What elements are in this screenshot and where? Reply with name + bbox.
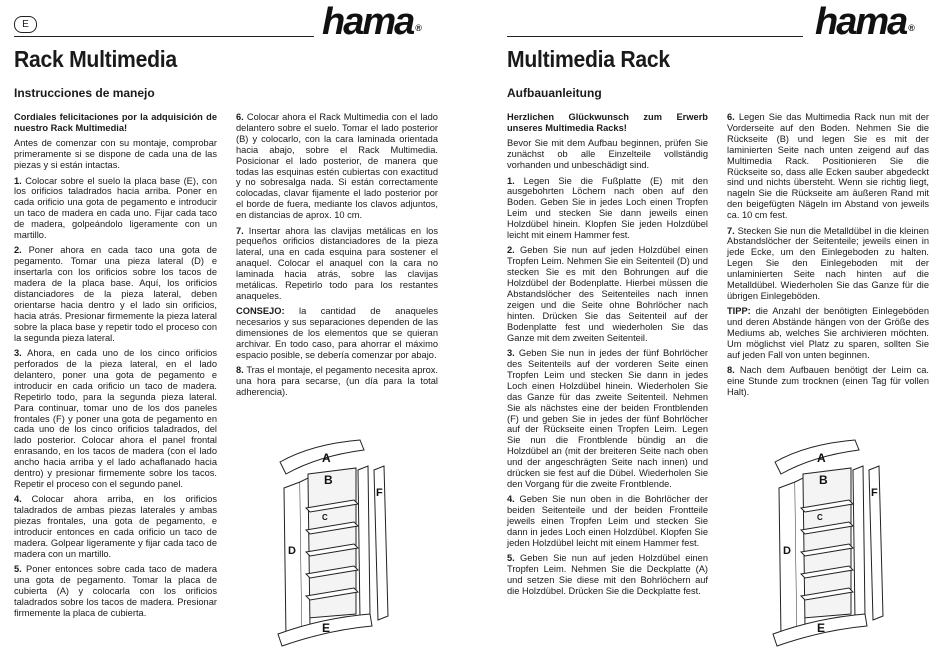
tip-label: TIPP:	[727, 306, 751, 317]
step-text: Colocar ahora arriba, en los orificios taladrados de ambas piezas laterales y ambas piezas frontales, una gota de pegamento, e introducir entonces en cada orificio un taco de madera. Golpear ligeramente y fijar cada taco de madera con un martillo.	[14, 494, 217, 559]
step-7	[236, 226, 438, 302]
step-text: Poner ahora en cada taco una gota de pegamento. Tomar una pieza lateral (D) e insertarla con los orificios sobre los tacos de madera de la placa base. Aquí, los orificios distanciadores de la pieza lateral, deben orientarse hacia dentro y el lado sin orificios, hacia atrás. Presionar firmemente la pieza lateral sobre la placa base y repetir todo el proceso con la segunda pieza lateral.	[14, 245, 217, 343]
header-rule	[507, 36, 803, 37]
spanish-column-2	[236, 112, 438, 403]
step-6	[727, 112, 929, 221]
paragraph: Antes de comenzar con su montaje, comprobar primeramente si se dispone de cada una de las piezas y si están intactas.	[14, 138, 217, 171]
logo-text: hama	[815, 1, 907, 43]
step-number: 8.	[236, 365, 244, 376]
tip-text: die Anzahl der benötigten Einlegeböden und deren Abstände hängen von der Größe des Mediums ab, welches Sie archivieren möchten. Um möglichst viel Platz zu sparen, sollten Sie auf jeden Fall von unten beginnen.	[727, 306, 929, 361]
step-text: Legen Sie die Fußplatte (E) mit den ausgebohrten Löchern nach oben auf den Boden. Geben Sie in jedes Loch einen Tropfen Leim und stecken Sie dann jeweils einen Holzdübel hinein. Klopfen Sie jeden Holzdübel leicht mit einem Hammer fest.	[507, 175, 708, 241]
step-3	[507, 348, 708, 490]
step-1	[507, 176, 708, 241]
side-panel-d	[284, 482, 302, 638]
label-a: A	[817, 451, 826, 465]
step-number: 3.	[507, 348, 515, 359]
page-title: Rack Multimedia	[14, 46, 177, 72]
label-d: D	[783, 545, 791, 557]
step-1	[14, 176, 217, 241]
label-c: C	[322, 513, 328, 522]
step-text: Insertar ahora las clavijas metálicas en los pequeños orificios distanciadores de la pieza lateral, una en cada esquina para sostener el anaquel. Colocar el anaquel con la cara no laminada hacia atrás, sobre las clavijas metálicas. Repetirlo todo para los restantes anaqueles.	[236, 225, 438, 301]
step-number: 2.	[14, 245, 22, 256]
step-3	[14, 348, 217, 490]
step-text: Legen Sie das Multimedia Rack nun mit der Vorderseite auf den Boden. Nehmen Sie die Rückseite (B) und legen Sie es mit der laminierten Seite nach unten zeigend auf das Multimedia Rack. Positionieren Sie die Rückseite so, dass alle Ecken sauber abgedeckt sind und nichts übersteht. Wenn sie richtig liegt, nageln Sie die Rückseite am äußeren Rand mit den beigefügten Nägeln im Abstand von jeweils ca. 10 cm fest.	[727, 112, 929, 221]
step-text: Geben Sie nun oben in die Bohrlöcher der beiden Seitenteile und der beiden Frontteile jeweils einen Tropfen Leim und stecken Sie dann in jedes Loch einen Holzdübel. Klopfen Sie jeden Holzdübel leicht mit einem Hammer fest.	[507, 494, 708, 549]
step-8	[236, 365, 438, 398]
label-b: B	[819, 473, 828, 487]
language-badge: E	[14, 16, 37, 33]
page-subtitle: Aufbauanleitung	[507, 86, 602, 100]
intro-text: Herzlichen Glückwunsch zum Erwerb unseres Multimedia Racks!	[507, 112, 708, 133]
step-text: Tras el montaje, el pegamento necesita aprox. una hora para secarse, (un día para la total adherencia).	[236, 365, 438, 398]
step-text: Geben Sie nun in jedes der fünf Bohrlöcher des Seitenteils auf der vorderen Seite einen Tropfen Leim und stecken Sie dann in jedes Loch einen Holzdübel hinein. Wiederholen Sie das Ganze für das zweite Seitenteil. Nehmen Sie als nächstes eine der beiden Frontblenden (F) und geben Sie in jedes der fünf Bohrlöcher auf der Rückseite einen Tropfen Leim. Legen Sie nun die Frontblende bündig an die Holzdübel an (mit der breiteren Seite nach oben und der angeschrägten Seite nach innen) und drücken sie fest auf die Dübel. Wiederholen Sie den Vorgang für die zweite Frontblende.	[507, 348, 708, 489]
step-8	[727, 365, 929, 398]
rack-assembly-diagram	[272, 438, 398, 650]
step-number: 5.	[507, 553, 515, 564]
german-column-1	[507, 112, 708, 602]
step-text: Ahora, en cada uno de los cinco orificios perforados de la pieza lateral, en el lado delantero, poner una gota de pegamento e introducir en cada orificio un taco de madera. Repetirlo todo, para la segunda pieza lateral. Para continuar, tomar uno de los dos paneles frontales (F) y poner una gota de pegamento en cada uno de los cinco orificios taladrados, del lado posterior. Colocar ahora el panel frontal enrasando, en los tacos de madera (con el lado ancho hacia arriba y el lado achaflanado hacia dentro) y presionar firmemente sobre los tacos. Repetir el proceso con el segundo panel.	[14, 348, 217, 489]
step-number: 6.	[236, 112, 244, 122]
step-number: 3.	[14, 348, 22, 359]
side-panel-d	[779, 482, 797, 638]
tip	[727, 306, 929, 361]
step-text: Poner entonces sobre cada taco de madera una gota de pegamento. Tomar la placa de cubierta (A) y colocarla con los orificios taladrados sobre los tacos de madera. Presionar firmemente la placa de cubierta.	[14, 564, 217, 618]
step-4	[507, 494, 708, 549]
step-7	[727, 226, 929, 302]
tip-text: la cantidad de anaqueles necesarios y sus separaciones dependen de las dimensiones de los elementos que se quieran archivar. En todo caso, para ahorrar el máximo espacio posible, se debería comenzar por abajo.	[236, 306, 438, 361]
step-4	[14, 494, 217, 559]
registered-mark: ®	[415, 23, 422, 33]
label-f: F	[376, 487, 383, 499]
step-5	[507, 553, 708, 597]
spanish-column-1	[14, 112, 217, 623]
step-number: 5.	[14, 564, 22, 575]
step-number: 6.	[727, 112, 735, 122]
registered-mark: ®	[908, 23, 915, 33]
step-number: 7.	[236, 225, 244, 236]
tip	[236, 306, 438, 361]
logo-text: hama	[322, 1, 414, 43]
label-c: C	[817, 513, 823, 522]
rack-assembly-diagram	[767, 438, 893, 650]
step-2	[507, 245, 708, 343]
paragraph: Bevor Sie mit dem Aufbau beginnen, prüfen Sie zunächst ob alle Einzelteile vollständig vorhanden und unbeschädigt sind.	[507, 138, 708, 171]
label-a: A	[322, 451, 331, 465]
page-subtitle: Instrucciones de manejo	[14, 86, 155, 100]
label-e: E	[322, 621, 331, 635]
step-text: Colocar sobre el suelo la placa base (E), con los orificios taladrados hacia arriba. Poner en cada orificio una gota de pegamento e introducir un taco de madera en cada uno. Fijar cada taco de madera, golpeándolo ligeramente con un martillo.	[14, 175, 217, 241]
page-title: Multimedia Rack	[507, 46, 670, 72]
step-number: 1.	[14, 175, 22, 186]
tip-label: CONSEJO:	[236, 306, 285, 317]
hama-logo	[815, 1, 915, 44]
header-rule	[14, 36, 314, 37]
step-number: 8.	[727, 365, 735, 376]
hama-logo	[322, 1, 422, 44]
step-6	[236, 112, 438, 221]
intro-text: Cordiales felicitaciones por la adquisición de nuestro Rack Multimedia!	[14, 112, 217, 133]
label-d: D	[288, 545, 296, 557]
label-b: B	[324, 473, 333, 487]
step-text: Geben Sie nun auf jeden Holzdübel einen Tropfen Leim. Nehmen Sie ein Seitenteil (D) und stecken Sie es mit den Bohrungen auf die Holzdübel der Bodenplatte. Hierbei müssen die Abstandslöcher des Seitenteiles nach innen zeigen und die Seite ohne Bohrlöcher nach hinten. Drücken Sie das Seitenteil auf der Bodenplatte fest und wiederholen Sie das Ganze mit dem zweiten Seitenteil.	[507, 245, 708, 343]
german-column-2	[727, 112, 929, 403]
step-number: 4.	[14, 494, 22, 505]
step-number: 4.	[507, 494, 515, 505]
step-number: 7.	[727, 225, 735, 236]
step-text: Nach dem Aufbauen benötigt der Leim ca. eine Stunde zum trocknen (einen Tag für vollen Halt).	[727, 365, 929, 398]
step-text: Geben Sie nun auf jeden Holzdübel einen Tropfen Leim. Nehmen Sie die Deckplatte (A) und setzen Sie diese mit den Bohrlöchern auf die Holzdübel. Drücken Sie die Deckplatte fest.	[507, 553, 708, 597]
step-number: 2.	[507, 245, 515, 256]
step-5	[14, 564, 217, 619]
step-text: Colocar ahora el Rack Multimedia con el lado delantero sobre el suelo. Tomar el lado posterior (B) y colocarlo, con la cara laminada orientada hacia abajo, sobre el Rack Multimedia. Posicionar el lado posterior, de manera que todas las esquinas estén cubiertas con exactitud y no sobresalga nada. Si están correctamente colocadas, clavar fijamente el lado posterior por el borde de fuera, mediante los clavos adjuntos, en distancias de aprox. 10 cm.	[236, 112, 438, 221]
label-e: E	[817, 621, 826, 635]
label-f: F	[871, 487, 878, 499]
step-text: Stecken Sie nun die Metalldübel in die kleinen Abstandslöcher der Seitenteile; jeweils einen in jede Ecke, um den Einlegeboden zu halten. Legen Sie den Einlegeboden mit der unlaminierten Seite nach hinten auf die Metalldübel. Wiederholen Sie das Ganze für die übrigen Einlegeböden.	[727, 225, 929, 301]
german-page	[497, 0, 950, 662]
step-number: 1.	[507, 175, 515, 186]
step-2	[14, 245, 217, 343]
